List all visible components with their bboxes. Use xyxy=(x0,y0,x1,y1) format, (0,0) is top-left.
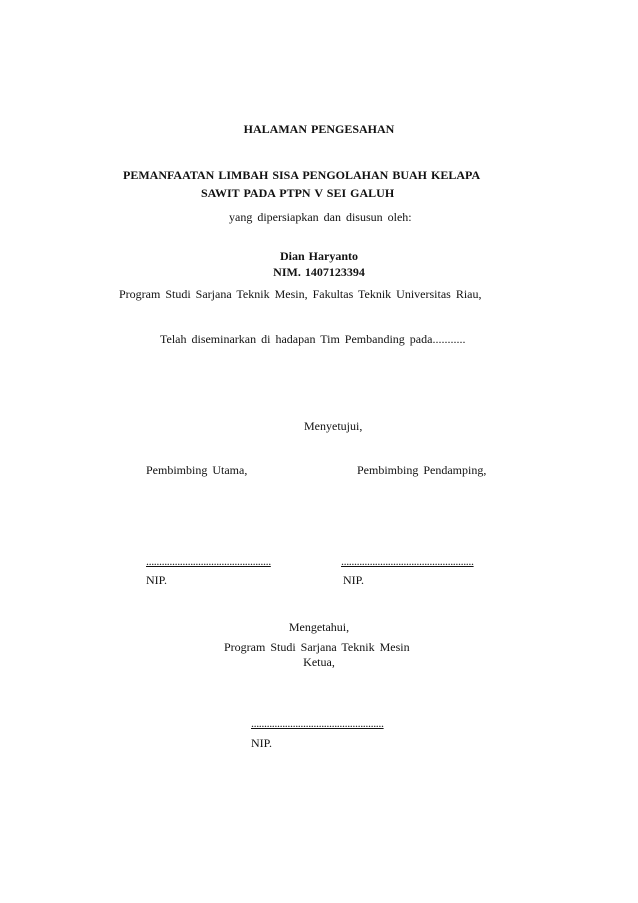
signature-line-left: ................................................ xyxy=(146,554,271,568)
thesis-title-line-1: PEMANFAATAN LIMBAH SISA PENGOLAHAN BUAH KELAPA xyxy=(123,168,481,182)
advisor-main-label: Pembimbing Utama, xyxy=(146,463,248,477)
program-line: Program Studi Sarjana Teknik Mesin, Fakultas Teknik Universitas Riau, xyxy=(119,287,482,301)
prepared-by-text: yang dipersiapkan dan disusun oleh: xyxy=(229,210,412,224)
nip-right: NIP. xyxy=(343,573,365,587)
thesis-title-line-2: SAWIT PADA PTPN V SEI GALUH xyxy=(201,186,395,200)
approved-label: Menyetujui, xyxy=(304,419,363,433)
program-head-line-2: Ketua, xyxy=(303,655,335,669)
program-head-line-1: Program Studi Sarjana Teknik Mesin xyxy=(224,640,410,654)
signature-line-bottom: ................................................... xyxy=(251,716,384,730)
page-heading: HALAMAN PENGESAHAN xyxy=(243,122,395,136)
author-nim: NIM. 1407123394 xyxy=(273,265,365,279)
acknowledged-label: Mengetahui, xyxy=(288,620,350,634)
seminar-line: Telah diseminarkan di hadapan Tim Pembanding pada........... xyxy=(160,332,466,346)
signature-line-right: ................................................... xyxy=(341,554,474,568)
nip-bottom: NIP. xyxy=(251,736,273,750)
advisor-companion-label: Pembimbing Pendamping, xyxy=(357,463,487,477)
author-name: Dian Haryanto xyxy=(279,249,358,263)
nip-left: NIP. xyxy=(146,573,168,587)
